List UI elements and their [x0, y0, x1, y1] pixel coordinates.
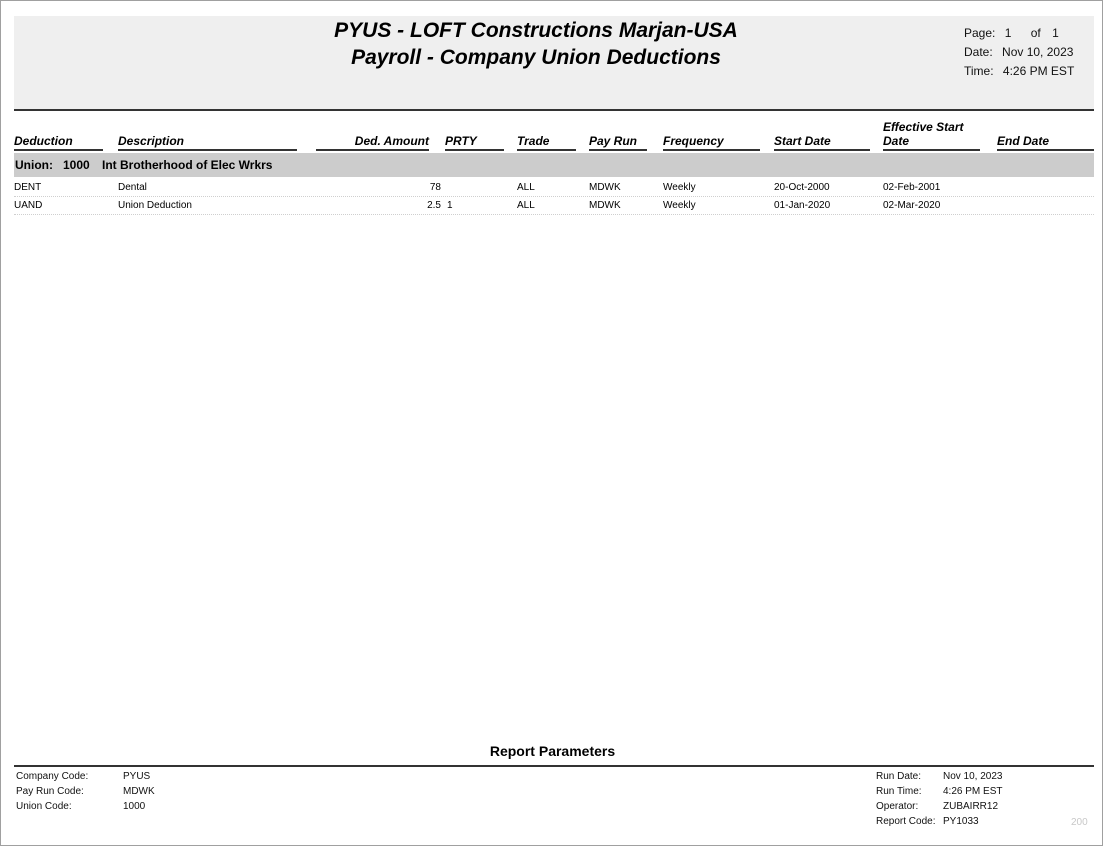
param-label-company-code: Company Code:	[16, 771, 89, 782]
param-value-union-code: 1000	[123, 801, 146, 812]
time-value: 4:26 PM EST	[1002, 64, 1075, 78]
col-header-prty: PRTY	[445, 134, 504, 151]
col-header-start-date: Start Date	[774, 134, 870, 151]
cell-deduction: DENT	[14, 182, 42, 193]
col-header-frequency: Frequency	[663, 134, 760, 151]
param-label-report-code: Report Code:	[876, 816, 936, 827]
page-total: 1	[1052, 26, 1059, 40]
col-header-effective-start-line2: Date	[883, 134, 910, 148]
cell-pay-run: MDWK	[589, 200, 621, 211]
page-info	[964, 26, 1059, 40]
cell-deduction: UAND	[14, 200, 43, 211]
report-time	[964, 64, 1074, 78]
param-value-run-time: 4:26 PM EST	[943, 786, 1003, 797]
date-label: Date:	[964, 45, 993, 59]
union-label: Union:	[15, 158, 53, 172]
param-value-company-code: PYUS	[123, 771, 151, 782]
cell-ded-amount: 78	[429, 182, 441, 193]
param-value-report-code: PY1033	[943, 816, 979, 827]
report-date	[964, 45, 1073, 59]
page-marker: 200	[1071, 817, 1088, 828]
cell-frequency: Weekly	[663, 200, 696, 211]
param-label-run-time: Run Time:	[876, 786, 922, 797]
table-row	[14, 178, 1094, 197]
col-header-trade: Trade	[517, 134, 576, 151]
col-header-deduction: Deduction	[14, 134, 103, 151]
col-header-end-date: End Date	[997, 134, 1094, 151]
cell-effective-start-date: 02-Mar-2020	[883, 200, 941, 211]
col-header-effective-start-date	[883, 120, 980, 151]
cell-start-date: 01-Jan-2020	[774, 200, 831, 211]
cell-trade: ALL	[517, 200, 535, 211]
param-value-run-date: Nov 10, 2023	[943, 771, 1003, 782]
table-row	[14, 196, 1094, 215]
param-label-union-code: Union Code:	[16, 801, 72, 812]
cell-prty: 1	[447, 200, 453, 211]
header-divider	[14, 109, 1094, 111]
cell-start-date: 20-Oct-2000	[774, 182, 830, 193]
cell-trade: ALL	[517, 182, 535, 193]
cell-description: Dental	[118, 182, 147, 193]
param-value-operator: ZUBAIRR12	[943, 801, 999, 812]
param-label-run-date: Run Date:	[876, 771, 922, 782]
of-label: of	[1030, 26, 1041, 40]
time-label: Time:	[964, 64, 994, 78]
col-header-ded-amount: Ded. Amount	[316, 134, 429, 151]
param-label-pay-run-code: Pay Run Code:	[16, 786, 84, 797]
report-title: PYUS - LOFT Constructions Marjan-USA	[334, 19, 738, 42]
parameters-divider	[14, 765, 1094, 767]
report-subtitle: Payroll - Company Union Deductions	[351, 46, 721, 69]
page-number: 1	[1004, 26, 1012, 40]
cell-effective-start-date: 02-Feb-2001	[883, 182, 941, 193]
cell-frequency: Weekly	[663, 182, 696, 193]
cell-description: Union Deduction	[118, 200, 192, 211]
param-value-pay-run-code: MDWK	[123, 786, 155, 797]
cell-ded-amount: 2.5	[427, 200, 441, 211]
union-group-header	[14, 153, 1094, 177]
page-label: Page:	[964, 26, 996, 40]
cell-pay-run: MDWK	[589, 182, 621, 193]
union-name: Int Brotherhood of Elec Wrkrs	[102, 158, 273, 172]
union-code: 1000	[63, 158, 90, 172]
report-parameters-title: Report Parameters	[489, 743, 616, 759]
col-header-description: Description	[118, 134, 297, 151]
param-label-operator: Operator:	[876, 801, 919, 812]
date-value: Nov 10, 2023	[1002, 45, 1074, 59]
col-header-effective-start-line1: Effective Start	[883, 120, 964, 134]
col-header-pay-run: Pay Run	[589, 134, 647, 151]
